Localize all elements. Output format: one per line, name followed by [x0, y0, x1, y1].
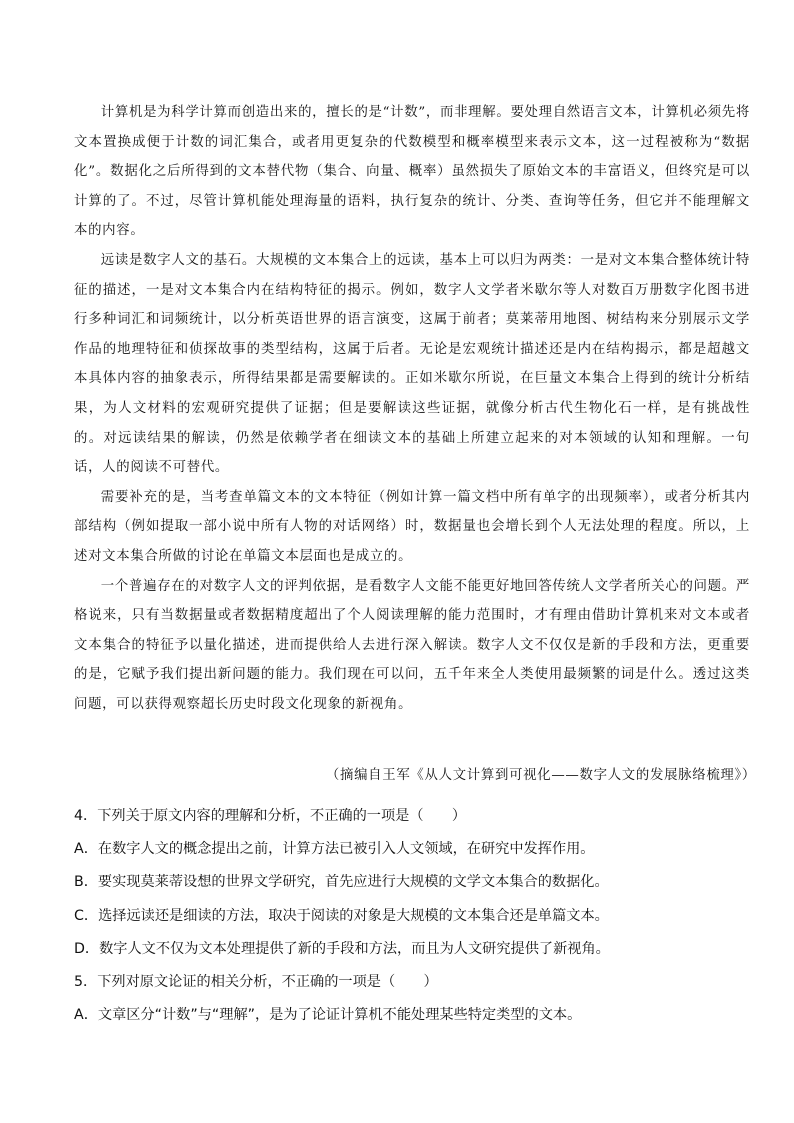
question-4-option-c[interactable]: C．选择远读还是细读的方法，取决于阅读的对象是大规模的文本集合还是单篇文本。: [74, 907, 609, 924]
question-4-option-a[interactable]: A．在数字人文的概念提出之前，计算方法已被引入人文领域，在研究中发挥作用。: [74, 841, 595, 858]
question-5-option-a[interactable]: A．文章区分“计数”与“理解”，是为了论证计算机不能处理某些特定类型的文本。: [74, 1007, 582, 1024]
passage-paragraph-1: 计算机是为科学计算而创造出来的，擅长的是“计数”，而非理解。要处理自然语言文本，计算机必须先将文本置换成便于计数的词汇集合，或者用更复杂的代数模型和概率模型来表示文本，这一过程被称为“数据化”。数据化之后所得到的文本替代物（集合、向量、概率）虽然损失了原始文本的丰富语义，但终究是可以计算的了。不过，尽管计算机能处理海量的语料，执行复杂的统计、分类、查询等任务，但它并不能理解文本的内容。: [74, 105, 750, 239]
question-4-option-d[interactable]: D．数字人文不仅为文本处理提供了新的手段和方法，而且为人文研究提供了新视角。: [74, 940, 610, 957]
question-4-stem: 4．下列关于原文内容的理解和分析，不正确的一项是（ ）: [74, 808, 467, 824]
passage-source: （摘编自王军《从人文计算到可视化——数字人文的发展脉络梳理》）: [325, 768, 756, 783]
question-list: [74, 800, 764, 1032]
question-5-stem: 5．下列对原文论证的相关分析，不正确的一项是（ ）: [74, 973, 438, 990]
passage-paragraph-3: 需要补充的是，当考查单篇文本的文本特征（例如计算一篇文档中所有单字的出现频率），或者分析其内部结构（例如提取一部小说中所有人物的对话网络）时，数据量也会增长到个人无法处理的程度。所以，上述对文本集合所做的讨论在单篇文本层面也是成立的。: [74, 489, 750, 564]
reading-passage: [74, 98, 750, 719]
question-4-option-b[interactable]: B．要实现莫莱蒂设想的世界文学研究，首先应进行大规模的文学文本集合的数据化。: [74, 874, 609, 891]
passage-paragraph-4: 一个普遍存在的对数字人文的评判依据，是看数字人文能不能更好地回答传统人文学者所关心的问题。严格说来，只有当数据量或者数据精度超出了个人阅读理解的能力范围时，才有理由借助计算机来对文本或者文本集合的特征予以量化描述，进而提供给人去进行深入解读。数字人文不仅仅是新的手段和方法，更重要的是，它赋予我们提出新问题的能力。我们现在可以问，五千年来全人类使用最频繁的词是什么。透过这类问题，可以获得观察超长历史时段文化现象的新视角。: [74, 578, 750, 712]
passage-paragraph-2: 远读是数字人文的基石。大规模的文本集合上的远读，基本上可以归为两类：一是对文本集合整体统计特征的描述，一是对文本集合内在结构特征的揭示。例如，数字人文学者米歇尔等人对数百万册数字化图书进行多种词汇和词频统计，以分析英语世界的语言演变，这属于前者；莫莱蒂用地图、树结构来分别展示文学作品的地理特征和侦探故事的类型结构，这属于后者。无论是宏观统计描述还是内在结构揭示，都是超越文本具体内容的抽象表示，所得结果都是需要解读的。正如米歇尔所说，在巨量文本集合上得到的统计分析结果，为人文材料的宏观研究提供了证据；但是要解读这些证据，就像分析古代生物化石一样，是有挑战性的。对远读结果的解读，仍然是依赖学者在细读文本的基础上所建立起来的对本领域的认知和理解。一句话，人的阅读不可替代。: [74, 252, 750, 476]
